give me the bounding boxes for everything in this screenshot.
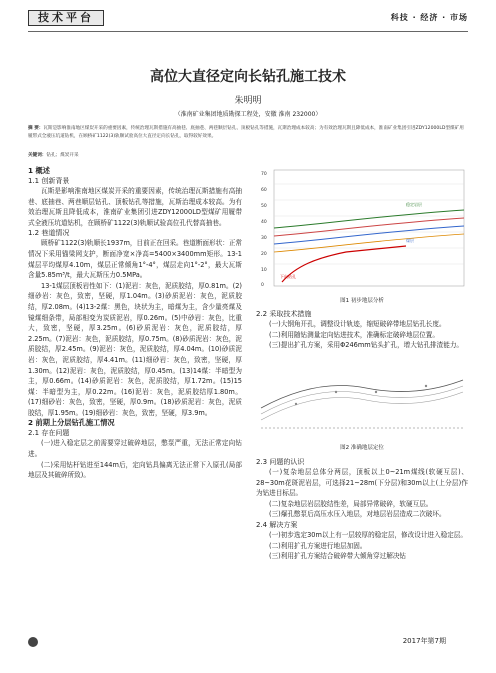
page-number-icon <box>28 637 38 647</box>
paragraph: (二)利用随钻测量定向钻进技术，准确标定破碎地层位置。 <box>269 330 439 339</box>
paragraph: (三)爆孔憋泵后高压水压入地层，对地层岩层造成二次破坏。 <box>269 510 446 519</box>
paragraph: (一)复杂地层总体分两层，顶板以上0~21m煤线(软硬互层)、28~30m花斑泥岩层，可选择21~28m(下分层)和30m以上(上分层)作为钻进目标层。 <box>256 468 468 498</box>
column-left <box>28 166 242 481</box>
paragraph: (二)采用钻杆钻进至144m后，定向钻具偏离无法正常下入原孔(局部地层及其破碎所致)。 <box>28 460 242 480</box>
figure-1-plot <box>256 166 468 292</box>
paragraph: 顾桥矿1122(3)轨顺长1937m，目前正在回采。巷道断面形状：正常情况下采用锚梁网支护，断面净宽×净高=5400×3400mm矩形。13-1煤层平均煤厚4.10m，煤层正常倾角1°-4°，煤层走向1°-2°，最大瓦斯含量5.85m³/t，最大瓦斯压力0.5MPa。 <box>28 239 242 280</box>
figure-2 <box>256 358 468 438</box>
page-header <box>0 0 496 40</box>
figure-2-plot <box>256 358 468 438</box>
section-tags: 科技 · 经济 · 市场 <box>390 13 468 22</box>
paragraph: (二)利用扩孔方案进行地层加固。 <box>269 541 367 550</box>
abstract <box>28 125 468 141</box>
affiliation: （淮南矿业集团地质勘探工程处，安徽 淮南 232000） <box>174 111 322 118</box>
abstract-text: 瓦斯是影响淮南地区煤炭开采的重要因素，传统治理瓦斯措施有高抽巷、底抽巷、两巷顺层钻孔、顶板钻孔等措施，瓦斯治理成本较高；为有效治理瓦斯且降低成本，淮南矿业集团引进ZDY12000LD型煤矿用履带式全液压坑道钻机，在顾桥矿1122(3)轨顺试验高位大直径定向长钻孔，取得较好效果。 <box>28 126 464 139</box>
y-tick: 0 <box>261 283 264 288</box>
section-label: 技术平台 <box>28 10 104 26</box>
paragraph: 13-1煤层顶板岩性如下：(1)泥岩：灰色，泥质胶结，厚0.81m。(2)细砂岩：灰色，致密，坚硬，厚1.04m。(3)砂质泥岩：灰色，泥质胶结，厚2.08m。(4)13-2煤：黑色，块状为主，暗煤为主，含少量亮煤及镜煤细条带，局部相变为炭质泥岩，厚0.26m。(5)中砂岩：灰色，比重大，致密，坚硬，厚3.25m。(6)砂质泥岩：灰色，泥质胶结，厚2.25m。(7)泥岩：灰色，泥质胶结，厚0.75m。(8)砂质泥岩：灰色，泥质胶结，厚2.45m。(9)泥岩：灰色，泥质胶结，厚4.04m。(10)砂质泥岩：灰色，泥质胶结，厚4.41m。(11)细砂岩：灰色，致密，坚硬，厚1.30m。(12)泥岩：灰色，泥质胶结，厚0.45m。(13)14煤：半暗型为主，厚0.66m。(14)砂质泥岩：灰色，泥质胶结，厚1.72m。(15)15煤：半暗型为主，厚0.22m。(16)泥岩：灰色，泥质胶结厚1.80m。(17)细砂岩：灰色，致密，坚硬，厚0.9m。(18)砂质泥岩：灰色，泥质胶结，厚1.95m。(19)细砂岩：灰色，致密，坚硬，厚3.9m。 <box>28 281 242 417</box>
abstract-label: 摘 要： <box>28 126 44 131</box>
y-tick: 30 <box>261 236 267 241</box>
y-tick: 70 <box>261 172 267 177</box>
heading-2-3: 2.3 问题的认识 <box>256 458 305 466</box>
y-tick: 50 <box>261 204 267 209</box>
paragraph: (三)提出扩孔方案，采用Φ246mm钻头扩孔，增大钻孔排渣能力。 <box>269 341 464 350</box>
layer-label: 煤层 <box>406 238 414 243</box>
y-tick: 10 <box>261 268 267 273</box>
figure-1-caption: 图1 初步地层分析 <box>340 298 384 304</box>
paragraph: (一)进入稳定层之前需要穿过破碎地层，憋泵严重，无法正常定向钻进。 <box>28 439 242 459</box>
y-tick: 60 <box>261 188 267 193</box>
figure-2-caption: 图2 准确地层定位 <box>340 445 384 451</box>
y-tick: 20 <box>261 252 267 257</box>
author: 朱明明 <box>234 96 262 106</box>
paragraph: (一)大钢角开孔，调整设计轨迹，缩短破碎带地层钻孔长度。 <box>269 320 446 328</box>
heading-2-4: 2.4 解决方案 <box>256 520 298 529</box>
column-right-top <box>256 299 468 351</box>
article-title: 高位大直径定向长钻孔施工技术 <box>150 69 346 85</box>
figure-1 <box>256 166 468 292</box>
keywords-label: 关键词： <box>28 153 47 158</box>
heading-2: 2 前期上分层钻孔施工情况 <box>28 418 115 428</box>
y-tick: 40 <box>261 220 267 225</box>
paragraph: (二)复杂地层岩层胶结性差，局部异常破碎，软硬互层。 <box>269 499 433 508</box>
paragraph: 瓦斯是影响淮南地区煤炭开采的重要因素，传统治理瓦斯措施有高抽巷、底抽巷、两巷顺层钻孔、顶板钻孔等措施，瓦斯治理成本较高。为有效治理瓦斯且降低成本，淮南矿业集团引进ZDY12000LD型煤矿用履带式全液压坑道钻机，在顾桥矿1122(3)轨顺试验高位孔代替高抽巷。 <box>28 187 242 227</box>
keywords-text: 钻孔；煤炭开采 <box>46 153 79 158</box>
paragraph: (一)初步选定30m以上有一层较厚的稳定层，修改设计进入稳定层。 <box>269 530 467 539</box>
paragraph: (三)利用扩孔方案结合破碎带大倾角穿过解决钻 <box>269 552 407 561</box>
heading-1: 1 概述 <box>28 166 50 175</box>
heading-1-2: 1.2 巷道情况 <box>28 229 70 238</box>
header-rule <box>28 31 468 32</box>
layer-label: 稳定岩层 <box>406 202 422 207</box>
column-right-bottom <box>256 457 468 562</box>
heading-2-2: 2.2 采取技术措施 <box>256 310 312 318</box>
heading-1-1: 1.1 创新背景 <box>28 177 70 185</box>
issue-label: 2017年第7期 <box>402 637 446 645</box>
keywords <box>28 152 468 158</box>
hole-label: 下向钻孔 <box>280 274 296 279</box>
heading-2-1: 2.1 存在问题 <box>28 429 70 438</box>
